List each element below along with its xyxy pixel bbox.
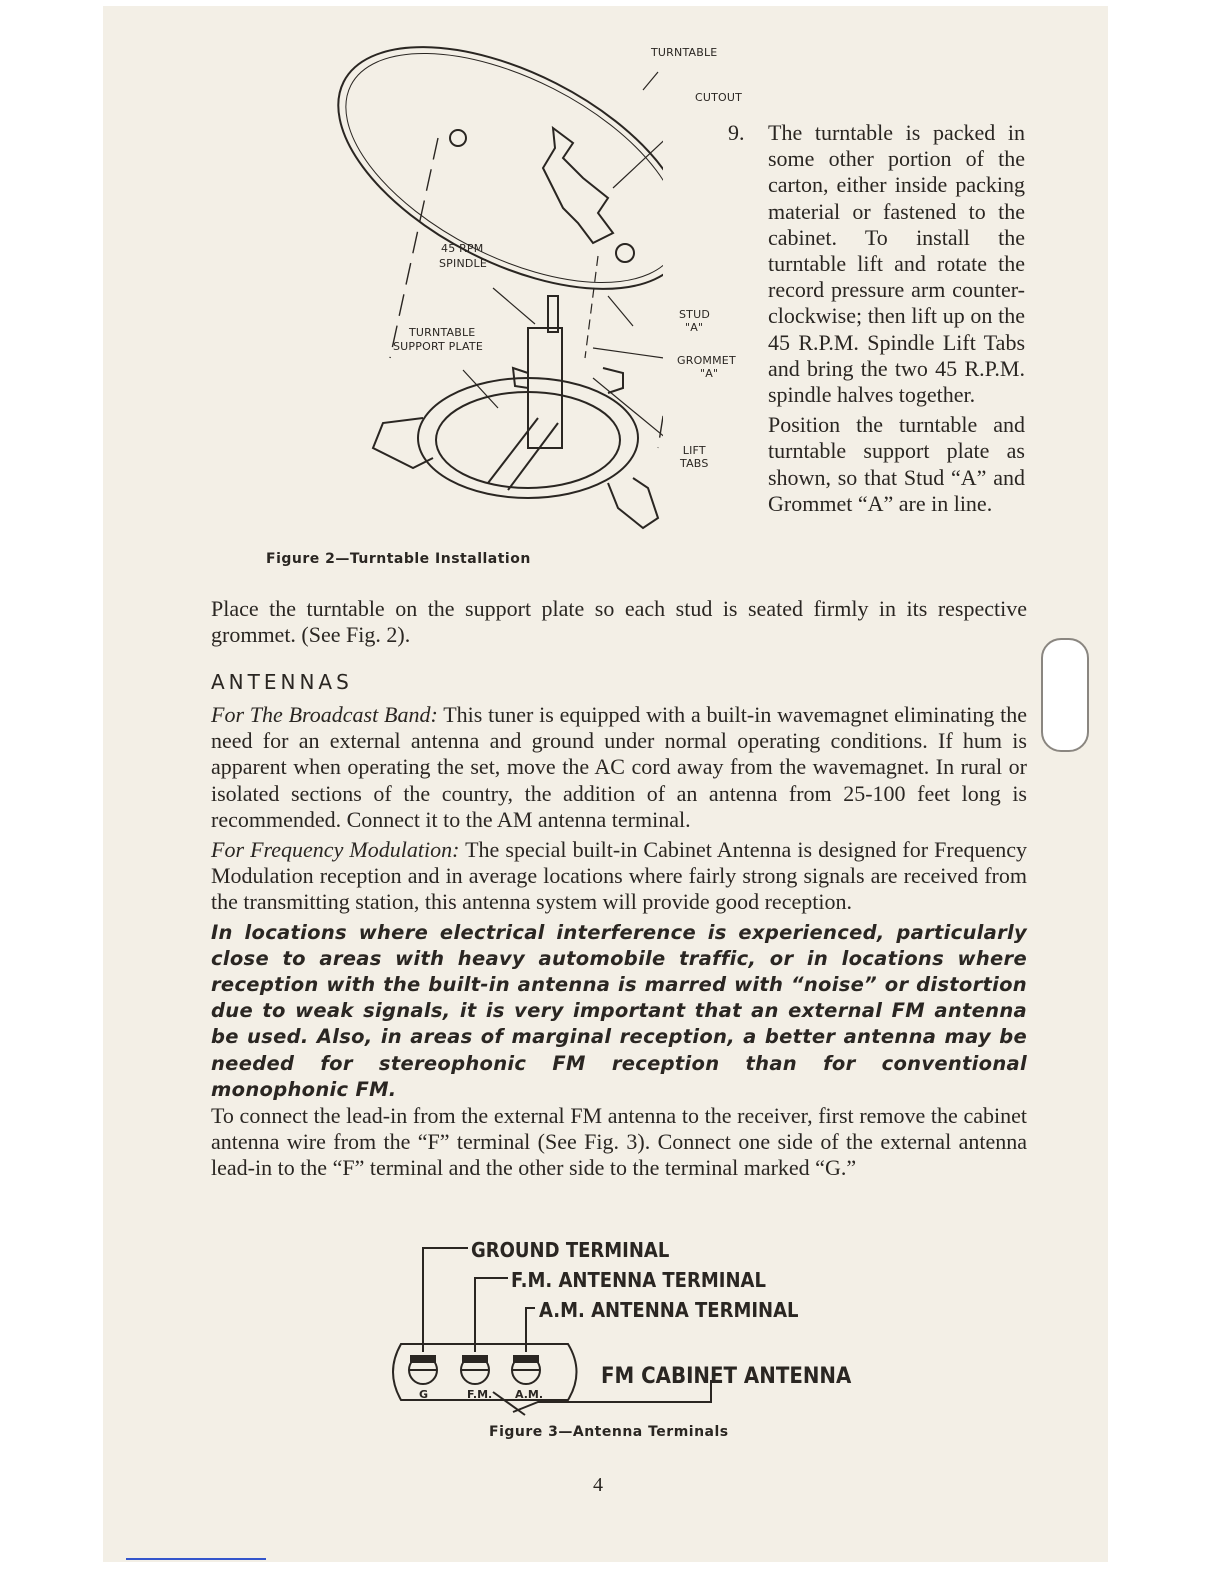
label-stud: STUD (679, 308, 711, 321)
binding-notch (1041, 638, 1089, 752)
figure-3-caption: Figure 3—Antenna Terminals (489, 1424, 729, 1440)
step-9-continuation (211, 596, 1027, 648)
step-9 (728, 120, 1025, 517)
label-terminal-g: G (419, 1388, 429, 1401)
label-spindle: SPINDLE (439, 257, 488, 270)
connect-paragraph: To connect the lead-in from the external FM antenna to the receiver, first remove the cabinet antenna wire from the “F” terminal (See Fig. 3). Connect one side of the external antenna lead-in to the “F” terminal and the other side to the terminal marked “G.” (211, 1103, 1027, 1181)
turntable-drawing (263, 28, 663, 568)
label-support-plate: SUPPORT PLATE (393, 340, 483, 353)
broadcast-text: This tuner is equipped with a built-in wavemagnet eliminating the need for an external antenna and ground under normal operating conditions. If hum is apparent when operating the set, move the AC cord away from the wavemagnet. In rural or isolated sections of the country, the addition of an antenna from 25-100 feet long is recommended. Connect it to the AM antenna terminal. (211, 702, 1028, 832)
continuation-text: Place the turntable on the support plate so each stud is seated firmly in its respective grommet. (See Fig. 2). (211, 596, 1027, 648)
manual-page (103, 6, 1108, 1562)
label-45rpm: 45 RPM (441, 242, 484, 255)
fm-text: The special built-in Cabinet Antenna is designed for Frequency Modulation reception and in average locations where fairly strong signals are received from the transmitting station, this antenna system will provide good reception. (211, 837, 1028, 915)
antennas-body (211, 702, 1027, 1182)
label-turntable-support: TURNTABLE (409, 326, 476, 339)
label-terminal-fm: F.M. (467, 1388, 493, 1401)
antennas-heading: ANTENNAS (211, 670, 353, 694)
label-grommet-a: "A" (700, 367, 719, 380)
fm-label: For Frequency Modulation: (211, 837, 460, 863)
figure-2-caption: Figure 2—Turntable Installation (266, 551, 531, 567)
label-turntable: TURNTABLE (651, 46, 718, 59)
label-stud-a: "A" (685, 321, 704, 334)
step-9-text: The turntable is packed in some other portion of the carton, either inside packing material or fastened to the cabinet. To install the turntable lift and rotate the record pressure arm counter-clockwise; then lift up on the 45 R.P.M. Spindle Lift Tabs and bring the two 45 R.P.M. spindle halves together. (768, 120, 1025, 408)
warning-paragraph: In locations where electrical interference is experienced, particularly close to areas with heavy automobile traffic, or in locations where reception with the built-in antenna is marred with “noise” or distortion due to weak signals, it is very important that an external FM antenna be used. Also, in areas of marginal reception, a better antenna may be needed for stereophonic FM reception than for conventional monophonic FM. (211, 920, 1027, 1101)
label-cutout: CUTOUT (695, 91, 743, 104)
label-terminal-am: A.M. (515, 1388, 544, 1401)
page-number: 4 (593, 1474, 603, 1496)
figure-2-turntable-installation (263, 28, 743, 568)
label-fm-antenna-terminal: F.M. ANTENNA TERMINAL (511, 1268, 766, 1292)
broadcast-label: For The Broadcast Band: (211, 702, 438, 727)
label-ground-terminal: GROUND TERMINAL (471, 1238, 670, 1262)
label-grommet: GROMMET (677, 354, 736, 367)
step-number: 9. (728, 120, 745, 145)
label-fm-cabinet-antenna: FM CABINET ANTENNA (601, 1364, 852, 1389)
label-am-antenna-terminal: A.M. ANTENNA TERMINAL (539, 1298, 799, 1322)
fm-paragraph (211, 837, 1027, 916)
broadcast-paragraph (211, 702, 1027, 833)
step-9-position-text: Position the turntable and turntable support plate as shown, so that Stud “A” and Grommet “A” are in line. (768, 412, 1025, 516)
label-lift-tabs: LIFT TABS (680, 444, 709, 470)
bottom-link-underline (126, 1558, 266, 1560)
